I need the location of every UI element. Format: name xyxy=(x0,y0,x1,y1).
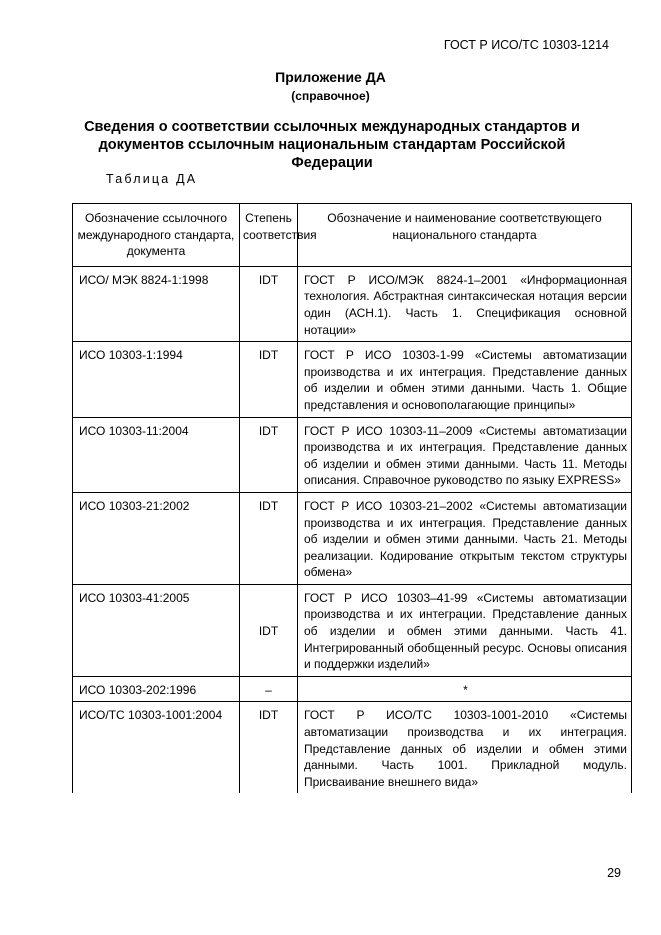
national-standard-cell: ГОСТ Р ИСО/МЭК 8824-1–2001 «Информационная технология. Абстрактная синтаксическая нотация версии один (АСН.1). Часть 1. Спецификация основной нотации» xyxy=(298,266,632,341)
table-caption: Таблица ДА xyxy=(106,172,198,186)
section-heading: Сведения о соответствии ссылочных международных стандартов и документов ссылочным национальным стандартам Российской Федерации xyxy=(84,119,580,171)
degree-cell: – xyxy=(240,676,298,702)
national-standard-cell: ГОСТ Р ИСО 10303-11–2009 «Системы автоматизации производства и их интеграция. Представление данных об изделии и обмен этими данными. Часть 11. Методы описания. Справочное руководство по языку EXPRESS» xyxy=(298,417,632,492)
degree-cell: IDT xyxy=(240,702,298,793)
column-header-international: Обозначение ссылочного международного стандарта, документа xyxy=(73,204,240,267)
document-code: ГОСТ Р ИСО/ТС 10303-1214 xyxy=(443,38,609,52)
table-header-row xyxy=(73,204,632,267)
degree-cell: IDT xyxy=(240,584,298,676)
page-number: 29 xyxy=(607,866,621,880)
table-row xyxy=(73,702,632,793)
degree-cell: IDT xyxy=(240,492,298,584)
table-row xyxy=(73,342,632,417)
national-standard-cell: ГОСТ Р ИСО 10303-1-99 «Системы автоматизации производства и их интеграция. Представление данных об изделии и обмен этими данными. Часть 1. Общие представления и основополагающие принципы» xyxy=(298,342,632,417)
international-standard-cell: ИСО 10303-202:1996 xyxy=(73,676,240,702)
table-row xyxy=(73,676,632,702)
appendix-title: Приложение ДА xyxy=(275,69,386,85)
table-row xyxy=(73,584,632,676)
table-row xyxy=(73,266,632,341)
table-row xyxy=(73,417,632,492)
appendix-subtitle: (справочное) xyxy=(291,89,370,103)
international-standard-cell: ИСО/ТС 10303-1001:2004 xyxy=(73,702,240,793)
national-standard-cell: * xyxy=(298,676,632,702)
international-standard-cell: ИСО 10303-11:2004 xyxy=(73,417,240,492)
national-standard-cell: ГОСТ Р ИСО 10303–41-99 «Системы автоматизации производства и их интеграции. Представление данных об изделии и обмен этими данными. Часть 41. Интегрированный обобщенный ресурс. Основы описания и поддержки изделий» xyxy=(298,584,632,676)
national-standard-cell: ГОСТ Р ИСО 10303-21–2002 «Системы автоматизации производства и их интеграция. Представление данных об изделии и обмен этими данными. Часть 21. Методы реализации. Кодирование открытым текстом структуры обмена» xyxy=(298,492,632,584)
international-standard-cell: ИСО 10303-21:2002 xyxy=(73,492,240,584)
column-header-national: Обозначение и наименование соответствующего национального стандарта xyxy=(298,204,632,267)
international-standard-cell: ИСО 10303-41:2005 xyxy=(73,584,240,676)
standards-table xyxy=(72,203,632,793)
degree-cell: IDT xyxy=(240,342,298,417)
degree-cell: IDT xyxy=(240,266,298,341)
international-standard-cell: ИСО/ МЭК 8824-1:1998 xyxy=(73,266,240,341)
degree-cell: IDT xyxy=(240,417,298,492)
column-header-degree: Степень соответствия xyxy=(240,204,298,267)
international-standard-cell: ИСО 10303-1:1994 xyxy=(73,342,240,417)
table-row xyxy=(73,492,632,584)
national-standard-cell: ГОСТ Р ИСО/ТС 10303-1001-2010 «Системы автоматизации производства и их интеграция. Представление данных об изделии и обмен этими данными. Часть 1001. Прикладной модуль. Присваивание внешнего вида» xyxy=(298,702,632,793)
